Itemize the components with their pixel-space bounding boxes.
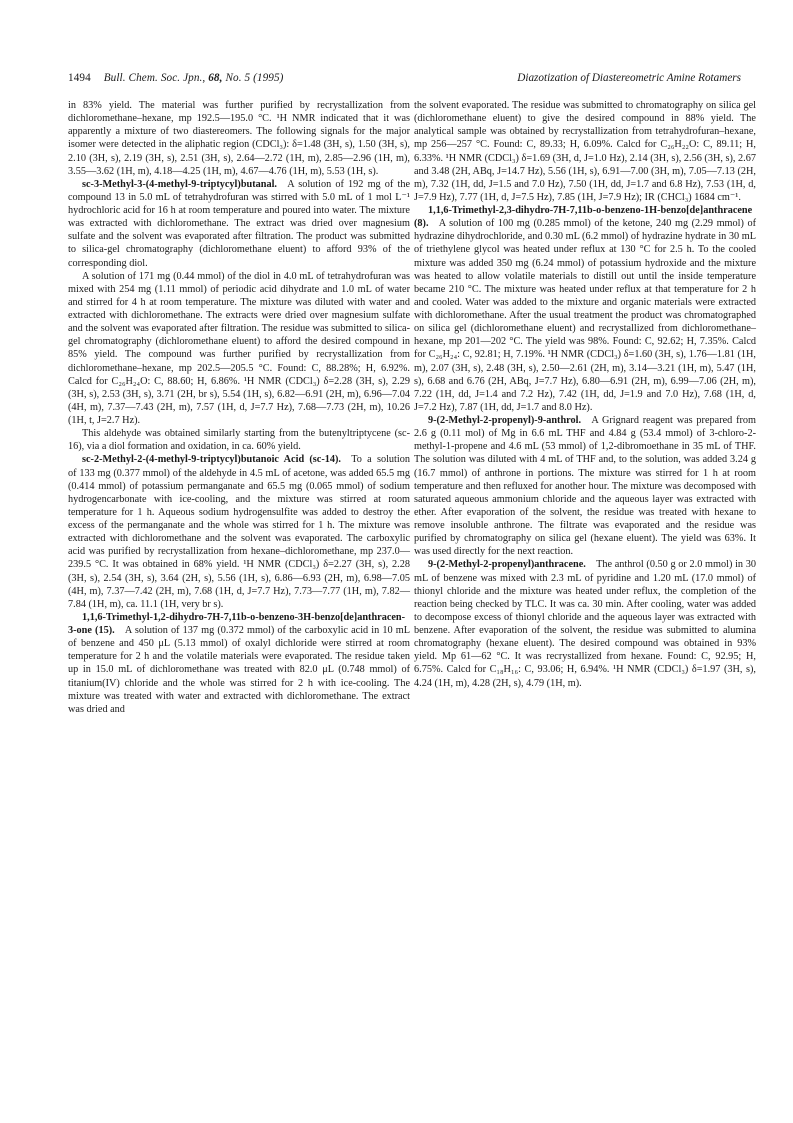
paragraph-text: A solution of 137 mg (0.372 mmol) of the carboxylic acid in 10 mL of benzene and 450 μL (5.13 mmol) of oxalyl dichloride were stirred at room temperature for 2 h and the volatile materials were evaporated. The residue taken up in 15.0 mL of dichloromethane was treated with 82.0 μL (0.748 mmol) of titanium(IV) chloride and the whole was stirred for 2 h with ice-cooling. The mixture was treated with water and extracted with dichloromethane. The extract was dried and bbox=[68, 625, 410, 715]
compound-heading: 9-(2-Methyl-2-propenyl)anthracene. bbox=[428, 559, 586, 571]
paragraph-text: To a solution of 133 mg (0.377 mmol) of the aldehyde in 4.5 mL of acetone, was added 65.5 mg (0.414 mmol) of potassium permanganate and 65.5 mg (0.065 mmol) of sodium hydrogencarbonate with ice-cooling, and the mixture was stirred at room temperature for 1 h. Aqueous sodium hydrogensulfite was added to destroy the excess of the permanganate and the whole was stirred for 1 h. The mixture was extracted with dichloromethane and the solvent was evaporated. The carboxylic acid was purified by recrystallization from hexane–dichloromethane, mp 237.0—239.5 °C. It was obtained in 68% yield. ¹H NMR (CDCl₃) δ=2.27 (3H, s), 2.28 (3H, s), 2.54 (3H, s), 3.64 (2H, s), 5.56 (1H, s), 6.86—6.93 (2H, m), 6.98—7.05 (4H, m), 7.37—7.42 (2H, m), 7.68 (1H, d, J=7.7 Hz), 7.73—7.77 (1H, m), 7.82—7.84 (1H, m), ca. 11.1 (1H, very br s). bbox=[68, 454, 410, 610]
paragraph bbox=[68, 270, 410, 428]
volume-number: 68, bbox=[208, 72, 223, 84]
running-header bbox=[68, 72, 741, 88]
page-number: 1494 bbox=[68, 72, 91, 84]
paragraph-text: This aldehyde was obtained similarly starting from the butenyltriptycene (sc-16), via a diol formation and oxidation, in ca. 60% yield. bbox=[68, 428, 410, 453]
citation-line bbox=[68, 72, 284, 84]
compound-heading: 1,1,6-Trimethyl-2,3-dihydro-7H-7,11b-o-benzeno-1H-benzo[de]anthracene (8). bbox=[414, 205, 753, 230]
paragraph bbox=[414, 558, 756, 689]
compound-heading: sc-2-Methyl-2-(4-methyl-9-triptycyl)butanoic Acid (sc-14). bbox=[82, 454, 341, 466]
journal-name: Bull. Chem. Soc. Jpn., bbox=[103, 72, 206, 84]
paragraph-text: A solution of 100 mg (0.285 mmol) of the ketone, 240 mg (2.29 mmol) of hydrazine dihydrochloride, and 0.30 mL (6.2 mmol) of hydrazine hydrate in 30 mL of triethylene glycol was heated under reflux at 130 °C for 2.5 h. To the cooled mixture was added 350 mg (6.24 mmol) of potassium hydroxide and the mixture was heated to allow volatile materials to distill out until the inside temperature became 210 °C. The mixture was heated under reflux at that temperature for 2 h and cooled. Water was added to the mixture and organic materials were extracted with dichloromethane. After the usual treatment the product was chromatographed on silica gel (dichloromethane eluent) and recrystallized from dichloromethane–hexane, mp 201—202 °C. The yield was 98%. Found: C, 92.62; H, 7.35%. Calcd for C₂₆H₂₄: C, 92.81; H, 7.19%. ¹H NMR (CDCl₃) δ=1.60 (3H, s), 1.76—1.81 (1H, m), 2.07 (3H, s), 2.48 (3H, s), 2.50—2.61 (2H, m), 3.14—3.21 (1H, m), 5.47 (1H, s), 6.68 and 6.76 (2H, ABq, J=7.7 Hz), 6.80—6.91 (2H, m), 6.99—7.06 (2H, m), 7.22 (1H, dd, J=1.4 and 7.2 Hz), 7.42 (1H, dd, J=1.9 and 7.0 Hz), 7.68 (1H, d, J=7.2 Hz), 7.87 (1H, dd, J=1.7 and 8.0 Hz). bbox=[414, 218, 756, 413]
running-title: Diazotization of Diastereometric Amine Rotamers bbox=[517, 72, 741, 84]
paragraph bbox=[68, 178, 410, 270]
paragraph bbox=[68, 611, 410, 716]
right-column bbox=[414, 99, 756, 690]
paragraph-text: in 83% yield. The material was further purified by recrystallization from dichloromethane–hexane, mp 192.5—195.0 °C. ¹H NMR indicated that it was apparently a mixture of two diastereomers. The following signals for the major isomer were detected in the aliphatic region (CDCl₃): δ=1.48 (3H, s), 1.50 (3H, s), 2.10 (3H, s), 2.19 (3H, s), 2.51 (3H, s), 2.64—2.72 (1H, m), 2.85—2.96 (1H, m), 3.55—3.62 (1H, m), 4.18—4.25 (1H, m), 4.67—4.76 (1H, m), 5.53 (1H, s). bbox=[68, 100, 410, 177]
paragraph-text: A solution of 192 mg of the compound 13 in 5.0 mL of tetrahydrofuran was stirred with 5.0 mL of 1 mol L⁻¹ hydrochloric acid for 16 h at room temperature and poured into water. The mixture was extracted with dichloromethane. The extract was dried over magnesium sulfate and the solvent was evaporated after filtration. The product was submitted to silica-gel chromatography (dichloromethane eluent) to afford 93% of the corresponding diol. bbox=[68, 178, 410, 269]
issue-year: No. 5 (1995) bbox=[225, 72, 284, 84]
paragraph bbox=[414, 99, 756, 204]
left-column bbox=[68, 99, 410, 716]
paragraph bbox=[68, 427, 410, 453]
compound-heading: sc-3-Methyl-3-(4-methyl-9-triptycyl)butanal. bbox=[82, 178, 277, 190]
compound-heading: 9-(2-Methyl-2-propenyl)-9-anthrol. bbox=[428, 415, 582, 426]
paragraph bbox=[414, 414, 756, 558]
paragraph-text: A solution of 171 mg (0.44 mmol) of the diol in 4.0 mL of tetrahydrofuran was mixed with 254 mg (1.11 mmol) of periodic acid dihydrate and 1.0 mL of water and stirred for 4 h at room temperature. The mixture was diluted with water and extracted with dichloromethane. The extracts were dried over magnesium sulfate and the solvent was evaporated after filtration. The residue was submitted to silica-gel chromatography (dichloromethane eluent) to afford the desired compound in 85% yield. The compound was further purified by recrystallization from dichloromethane–hexane, mp 202.5—205.5 °C. Found: C, 88.28%; H, 6.92%. Calcd for C₂₆H₂₄O: C, 88.60; H, 6.86%. ¹H NMR (CDCl₃) δ=2.28 (3H, s), 2.29 (3H, s), 2.53 (3H, s), 3.71 (2H, br s), 5.54 (1H, s), 6.82—6.91 (2H, m), 6.96—7.04 (4H, m), 7.37—7.43 (2H, m), 7.57 (1H, d, J=7.7 Hz), 7.68—7.73 (2H, m), 10.26 (1H, t, J=2.7 Hz). bbox=[68, 270, 410, 426]
paragraph bbox=[68, 453, 410, 611]
paragraph bbox=[68, 99, 410, 178]
paragraph-text: the solvent evaporated. The residue was submitted to chromatography on silica gel (dichloromethane eluent) to give the desired compound in 88% yield. The analytical sample was obtained by recrystallization from tetrahydrofuran–hexane, mp 256—257 °C. Found: C, 89.33; H, 6.09%. Calcd for C₂₆H₂₂O: C, 89.11; H, 6.33%. ¹H NMR (CDCl₃) δ=1.69 (3H, d, J=1.0 Hz), 2.14 (3H, s), 2.56 (3H, s), 2.67 and 3.48 (2H, ABq, J=14.7 Hz), 5.56 (1H, s), 6.91—7.00 (3H, m), 7.05—7.13 (2H, m), 7.32 (1H, dd, J=1.5 and 7.0 Hz), 7.50 (1H, dd, J=1.7 and 6.8 Hz), 7.53 (1H, d, J=7.9 Hz), 7.77 (1H, d, J=7.5 Hz), 7.85 (1H, J=7.9 Hz); IR (CHCl₃) 1684 cm⁻¹. bbox=[414, 100, 756, 203]
paragraph bbox=[414, 204, 756, 414]
paragraph-text: A Grignard reagent was prepared from 2.6 g (0.11 mol) of Mg in 6.6 mL THF and 4.84 g (53.4 mmol) of 3-chloro-2-methyl-1-propene and 4.6 mL (53 mmol) of 1,2-dibromoethane in 35 mL of THF. The solution was diluted with 4 mL of THF and, to the solution, was added 3.24 g (16.7 mmol) of anthrone in portions. The mixture was stirred for 1 h at room temperature and then refluxed for another hour. The mixture was decomposed with saturated aqueous ammonium chloride and the aqueous layer was extracted with ether. After evaporation of the solvent, the residue was treated with hexane to remove insoluble anthrone. The filtrate was evaporated and the residue was purified by chromatography on silica gel (hexane eluent). The yield was 63%. It was used directly for the next reaction. bbox=[414, 415, 756, 558]
compound-heading: 1,1,6-Trimethyl-1,2-dihydro-7H-7,11b-o-benzeno-3H-benzo[de]anthracen-3-one (15). bbox=[68, 611, 406, 636]
paragraph-text: The anthrol (0.50 g or 2.0 mmol) in 30 mL of benzene was mixed with 2.3 mL of pyridine and 1.20 mL (17.0 mmol) of thionyl chloride and the mixture was heated under reflux, the completion of the reaction being checked by TLC. It was ca. 30 min. After cooling, water was added to decompose excess of thionyl chloride and the aqueous layer was extracted with benzene. After evaporation of the solvent, the residue was submitted to alumina chromatography (hexane eluent). The desired compound was obtained in 93% yield. Mp 61—62 °C. It was recrystallized from hexane. Found: C, 92.95; H, 6.75%. Calcd for C₁₈H₁₆: C, 93.06; H, 6.94%. ¹H NMR (CDCl₃) δ=1.97 (3H, s), 4.24 (1H, m), 4.28 (2H, s), 4.79 (1H, m). bbox=[414, 559, 756, 689]
